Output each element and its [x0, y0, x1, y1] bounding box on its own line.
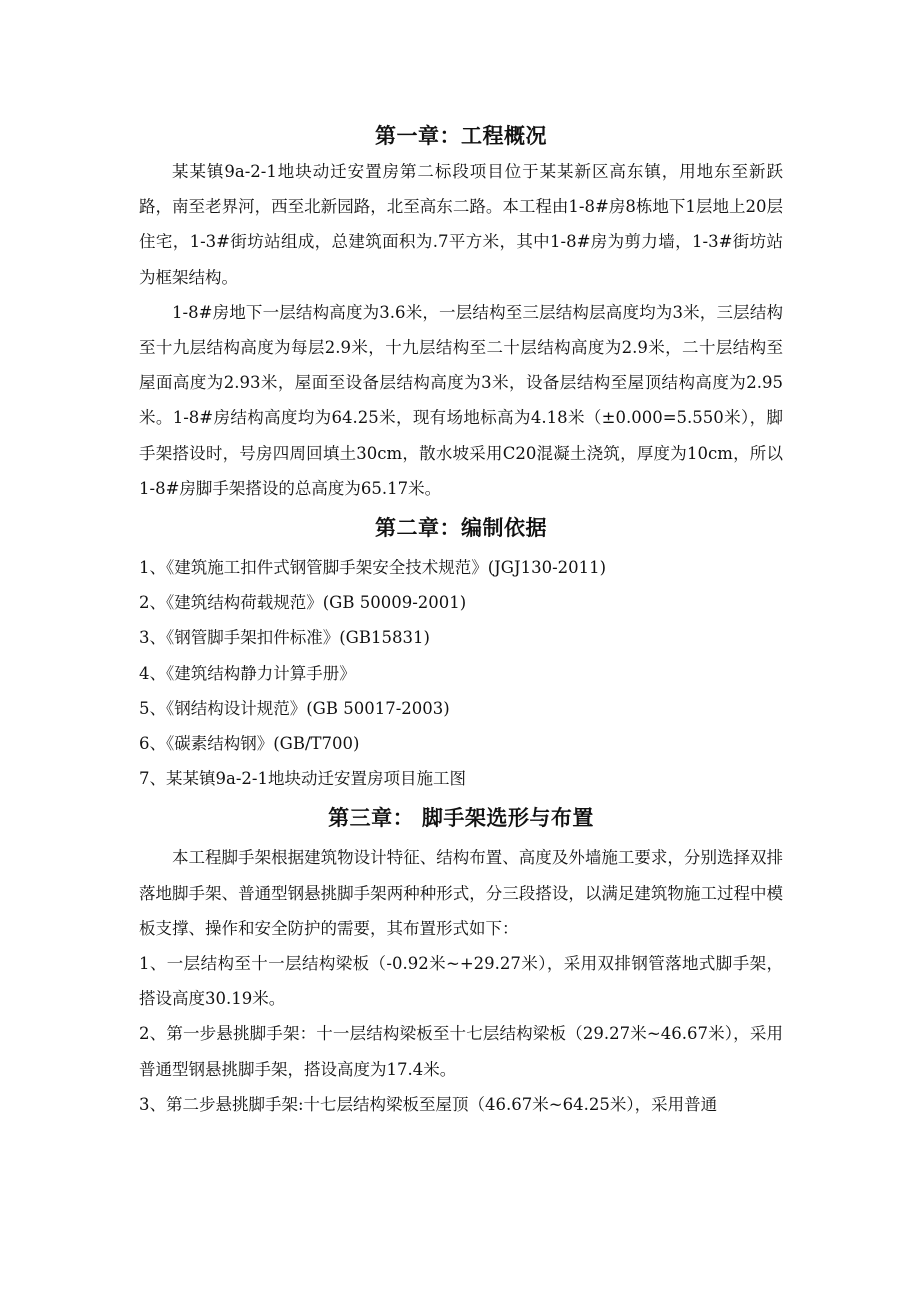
chapter-3-title: 第三章： 脚手架选形与布置: [328, 806, 594, 831]
scaffold-layout-item: 2、第一步悬挑脚手架：十一层结构梁板至十七层结构梁板（29.27米~46.67米），采用普通型钢悬挑脚手架，搭设高度为17.4米。: [139, 1024, 783, 1079]
chapter-2-title: 第二章：编制依据: [375, 516, 547, 541]
reference-item: 3、《钢管脚手架扣件标准》(GB15831): [139, 628, 430, 648]
reference-item: 1、《建筑施工扣件式钢管脚手架安全技术规范》(JGJ130-2011): [139, 558, 607, 578]
chapter-3-paragraph-1: 本工程脚手架根据建筑物设计特征、结构布置、高度及外墙施工要求，分别选择双排落地脚手架、普通型钢悬挑脚手架两种种形式，分三段搭设，以满足建筑物施工过程中模板支撑、操作和安全防护的需要，其布置形式如下：: [139, 848, 783, 938]
scaffold-layout-item: 1、一层结构至十一层结构梁板（-0.92米~+29.27米），采用双排钢管落地式脚手架，搭设高度30.19米。: [139, 954, 783, 1009]
reference-item: 4、《建筑结构静力计算手册》: [139, 663, 356, 683]
reference-item: 2、《建筑结构荷载规范》(GB 50009-2001): [139, 593, 467, 613]
reference-item: 6、《碳素结构钢》(GB/T700): [139, 734, 360, 754]
document-body: [139, 118, 783, 1122]
chapter-1-title: 第一章：工程概况: [375, 124, 547, 148]
reference-item: 7、某某镇9a-2-1地块动迁安置房项目施工图: [139, 769, 466, 789]
chapter-1-paragraph-1: 某某镇9a-2-1地块动迁安置房第二标段项目位于某某新区高东镇，用地东至新跃路，南至老界河，西至北新园路，北至高东二路。本工程由1-8#房8栋地下1层地上20层住宅，1-3#街坊站组成，总建筑面积为.7平方米，其中1-8#房为剪力墙，1-3#街坊站为框架结构。: [139, 162, 783, 287]
chapter-1-paragraph-2: 1-8#房地下一层结构高度为3.6米，一层结构至三层结构层高度均为3米，三层结构至十九层结构高度为每层2.9米，十九层结构至二十层结构高度为2.9米，二十层结构至屋面高度为2.93米，屋面至设备层结构高度为3米，设备层结构至屋顶结构高度为2.95米。1-8#房结构高度均为64.25米，现有场地标高为4.18米（±0.000=5.550米），脚手架搭设时，号房四周回填土30cm，散水坡采用C20混凝土浇筑，厚度为10cm，所以1-8#房脚手架搭设的总高度为65.17米。: [139, 302, 783, 498]
scaffold-layout-item: 3、第二步悬挑脚手架:十七层结构梁板至屋顶（46.67米~64.25米），采用普通: [139, 1094, 718, 1114]
reference-item: 5、《钢结构设计规范》(GB 50017-2003): [139, 698, 450, 718]
